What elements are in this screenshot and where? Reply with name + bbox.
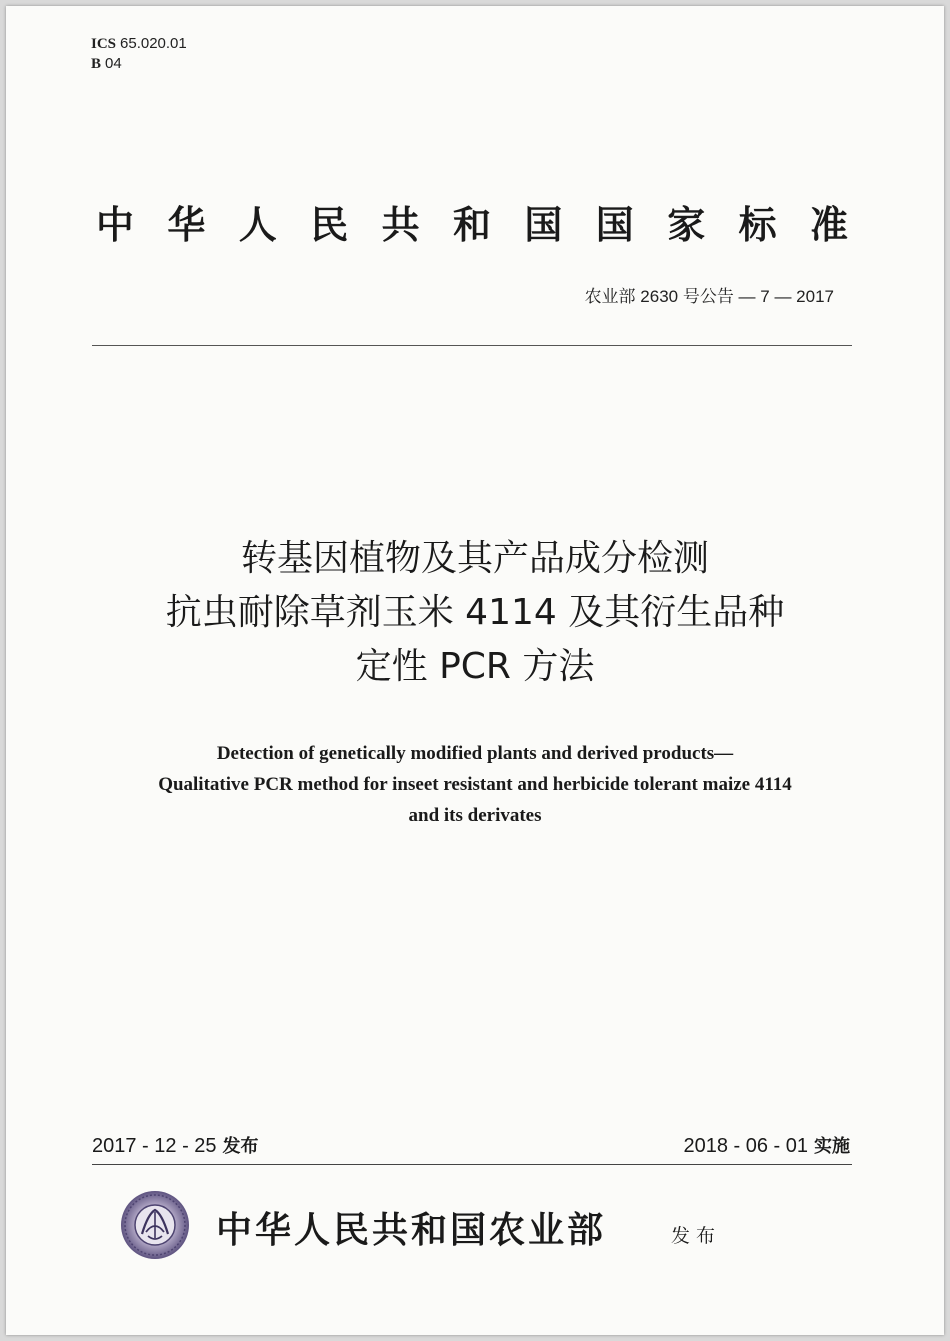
implementation-date-label: 实施 — [814, 1136, 850, 1157]
english-title — [6, 738, 944, 831]
chinese-title-line-3: 定性 PCR 方法 — [355, 646, 595, 687]
implementation-date-value: 2018 - 06 - 01 — [683, 1135, 808, 1157]
ccs-label: B — [91, 56, 102, 72]
ccs-line — [91, 54, 187, 74]
ics-label: ICS — [91, 36, 117, 52]
ministry-emblem-icon — [120, 1190, 190, 1260]
ccs-code: 04 — [105, 55, 122, 72]
bottom-divider — [92, 1164, 852, 1165]
publisher-action-label: 发布 — [671, 1225, 722, 1247]
ics-line — [91, 34, 187, 54]
standard-cover-page — [6, 6, 944, 1335]
issue-date — [92, 1132, 259, 1158]
english-title-line-1: Detection of genetically modified plants and derived products— — [216, 743, 734, 764]
english-title-line-2: Qualitative PCR method for inseet resistant and herbicide tolerant maize 4114 — [158, 774, 792, 795]
english-title-line-3: and its derivates — [408, 805, 542, 826]
chinese-title-line-1: 转基因植物及其产品成分检测 — [240, 538, 709, 579]
chinese-title — [6, 532, 944, 694]
chinese-title-line-2: 抗虫耐除草剂玉米 4114 及其衍生品种 — [165, 592, 785, 633]
implementation-date — [683, 1132, 850, 1158]
top-divider — [92, 345, 852, 346]
standard-number: 农业部 2630 号公告 — 7 — 2017 — [584, 287, 834, 306]
publisher-name: 中华人民共和国农业部 — [216, 1209, 607, 1251]
ics-code: 65.020.01 — [120, 35, 187, 52]
issue-date-value: 2017 - 12 - 25 — [92, 1135, 217, 1157]
classification-codes — [91, 34, 187, 74]
standard-type-title: 中华人民共和国国家标准 — [96, 203, 856, 247]
issue-date-label: 发布 — [222, 1136, 259, 1157]
